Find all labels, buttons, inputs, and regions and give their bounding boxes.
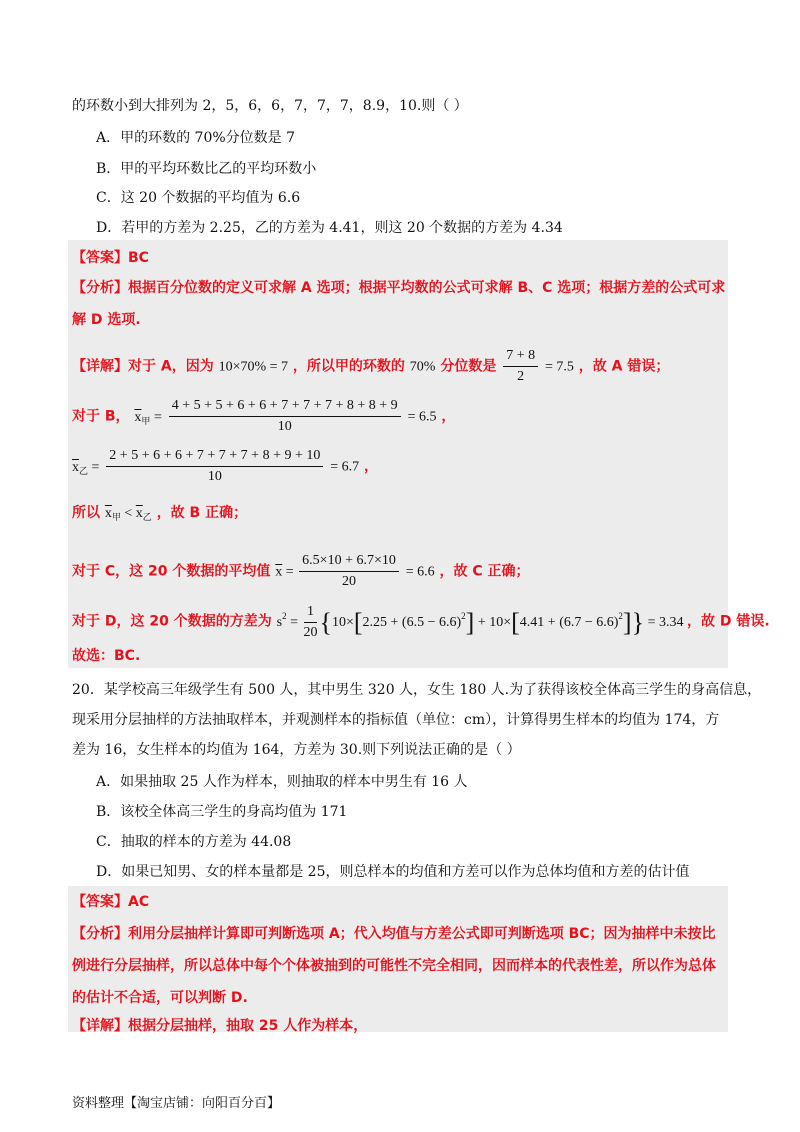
bracket-close: ]: [622, 607, 632, 637]
q20-option-a: A．如果抽取 25 人作为样本，则抽取的样本中男生有 16 人: [96, 774, 468, 790]
mean-jia: $\overline{x}_甲$ =: [134, 409, 162, 426]
detail-c-end: ，故 C 正确；: [439, 563, 530, 580]
fraction-denominator: 20: [303, 625, 318, 640]
q20-answer: 【答案】AC: [72, 894, 150, 910]
mean-subscript: 乙: [79, 465, 89, 476]
variance-result: = 3.34: [644, 614, 684, 630]
less-than: <: [120, 506, 136, 521]
q19-detail-d: [72, 604, 770, 641]
q19-option-d: D．若甲的方差为 2.25，乙的方差为 4.41，则这 20 个数据的方差为 4.34: [96, 220, 563, 236]
detail-b-result-2: = 6.7: [330, 459, 360, 475]
detail-a-label: 【详解】对于 A，因为: [72, 358, 214, 375]
detail-a-result: = 7.5: [545, 359, 574, 375]
detail-b-result-1: = 6.5: [407, 409, 437, 425]
q19-analysis-line2: 解 D 选项.: [72, 312, 141, 328]
page-footer: 资料整理【淘宝店铺：向阳百分百】: [72, 1096, 281, 1111]
fraction-numerator: 6.5×10 + 6.7×10: [299, 553, 399, 572]
q20-analysis-line2: 例进行分层抽样，所以总体中每个个体被抽到的可能性不完全相同，因而样本的代表性差，所以作为总体: [72, 958, 716, 974]
variance-term: 2.25 + (6.5 − 6.6): [362, 614, 462, 630]
detail-c-result: = 6.6: [405, 564, 435, 580]
detail-c-label: 对于 C，这 20 个数据的平均值: [72, 563, 271, 580]
detail-a-pct: 70%: [409, 359, 436, 375]
detail-a-mid: ，所以甲的环数的: [292, 358, 405, 375]
q19-detail-b2: [72, 448, 378, 485]
detail-b-end-1: ，: [441, 408, 456, 425]
q20-analysis-line3: 的估计不合适，可以判断 D.: [72, 990, 248, 1006]
fraction-denominator: 2: [517, 369, 525, 384]
brace-close: }: [631, 607, 645, 637]
superscript: 2: [461, 610, 466, 621]
q19-detail-c: [72, 553, 530, 590]
variance-term: 10×: [331, 614, 354, 630]
q19-option-a: A．甲的环数的 70%分位数是 7: [96, 130, 296, 146]
mean-subscript: 甲: [141, 415, 151, 426]
mean-symbol: $\overline{x}$: [104, 506, 112, 521]
detail-d-label: 对于 D，这 20 个数据的方差为: [72, 613, 272, 630]
q19-detail-b1: [72, 398, 455, 435]
detail-b-end-3: ，故 B 正确；: [156, 505, 248, 521]
detail-a-end: ，故 A 错误；: [578, 358, 670, 375]
q19-final-choice: 故选：BC.: [72, 648, 141, 664]
q20-detail-line1: 【详解】根据分层抽样，抽取 25 人作为样本，: [72, 1018, 368, 1034]
q20-stem-line3: 差为 16，女生样本的均值为 164，方差为 30.则下列说法正确的是（ ）: [72, 742, 521, 758]
detail-d-end: ，故 D 错误.: [686, 613, 770, 630]
mean-symbol: $\overline{x}$: [275, 564, 283, 580]
detail-a-mid2: 分位数是: [440, 358, 497, 375]
mean-symbol: $\overline{x}$: [72, 459, 79, 475]
mean-comparison: [105, 506, 152, 521]
detail-b-fraction-1: [169, 398, 401, 435]
fraction-denominator: 10: [277, 419, 292, 434]
bracket-open: [: [353, 607, 363, 637]
q19-stem-tail: 的环数小到大排列为 2，5，6，6，7，7，7，8.9，10.则（ ）: [72, 98, 468, 114]
mean-subscript: 甲: [111, 512, 121, 522]
q19-answer: 【答案】BC: [72, 250, 149, 266]
mean-symbol: $\overline{x}$: [135, 506, 143, 521]
detail-b-fraction-2: [106, 448, 323, 485]
equals-sign: =: [286, 614, 302, 630]
detail-b-so: 所以: [72, 505, 100, 521]
fraction-numerator: 1: [304, 604, 317, 623]
detail-c-fraction: [299, 553, 399, 590]
superscript: 2: [282, 610, 287, 621]
q20-stem-line1: 20．某学校高三年级学生有 500 人，其中男生 320 人，女生 180 人.为了获得该校全体高三学生的身高信息，: [72, 682, 762, 698]
fraction-denominator: 20: [342, 574, 357, 589]
detail-a-fraction: [503, 348, 538, 385]
fraction-denominator: 10: [207, 469, 222, 484]
variance-expression: [276, 604, 687, 640]
variance-symbol: s: [276, 614, 283, 630]
superscript: 2: [618, 610, 623, 621]
fraction-numerator: 7 + 8: [503, 348, 538, 367]
mean-subscript: 乙: [142, 512, 152, 522]
detail-b-label: 对于 B，: [72, 408, 130, 425]
fraction-numerator: 2 + 5 + 6 + 6 + 7 + 7 + 7 + 8 + 9 + 10: [106, 448, 323, 467]
q20-analysis-line1: 【分析】利用分层抽样计算即可判断选项 A；代入均值与方差公式即可判断选项 BC；因为抽样中未按比: [72, 926, 716, 942]
detail-b-end-2: ，: [364, 458, 379, 475]
bracket-close: ]: [465, 607, 475, 637]
fraction-numerator: 4 + 5 + 5 + 6 + 6 + 7 + 7 + 7 + 8 + 8 + 9: [169, 398, 401, 417]
variance-term: 4.41 + (6.7 − 6.6): [519, 614, 619, 630]
q19-analysis-line1: 【分析】根据百分位数的定义可求解 A 选项；根据平均数的公式可求解 B、C 选项；根据方差的公式可求: [72, 280, 726, 296]
variance-term: + 10×: [474, 614, 512, 630]
mean-symbol: $\overline{x}$: [134, 409, 142, 425]
q19-option-c: C．这 20 个数据的平均值为 6.6: [96, 190, 301, 206]
brace-open: {: [319, 607, 332, 637]
overall-mean: [275, 565, 297, 580]
q20-option-d: D．如果已知男、女的样本量都是 25，则总样本的均值和方差可以作为总体均值和方差的估计值: [96, 864, 690, 880]
bracket-open: [: [511, 607, 520, 637]
mean-yi: $\overline{x}_乙$ =: [72, 459, 100, 476]
detail-a-expr: 10×70% = 7: [218, 359, 289, 375]
q20-stem-line2: 现采用分层抽样的方法抽取样本，并观测样本的指标值（单位：cm），计算得男生样本的均值为 174，方: [72, 712, 720, 728]
equals-sign: =: [282, 564, 298, 580]
q19-option-b: B．甲的平均环数比乙的平均环数小: [96, 161, 317, 177]
q20-option-c: C．抽取的样本的方差为 44.08: [96, 834, 292, 850]
q19-detail-b3: [72, 503, 247, 527]
q19-detail-a: [72, 348, 669, 385]
q20-option-b: B．该校全体高三学生的身高均值为 171: [96, 804, 348, 820]
one-over-twenty: [303, 604, 317, 641]
